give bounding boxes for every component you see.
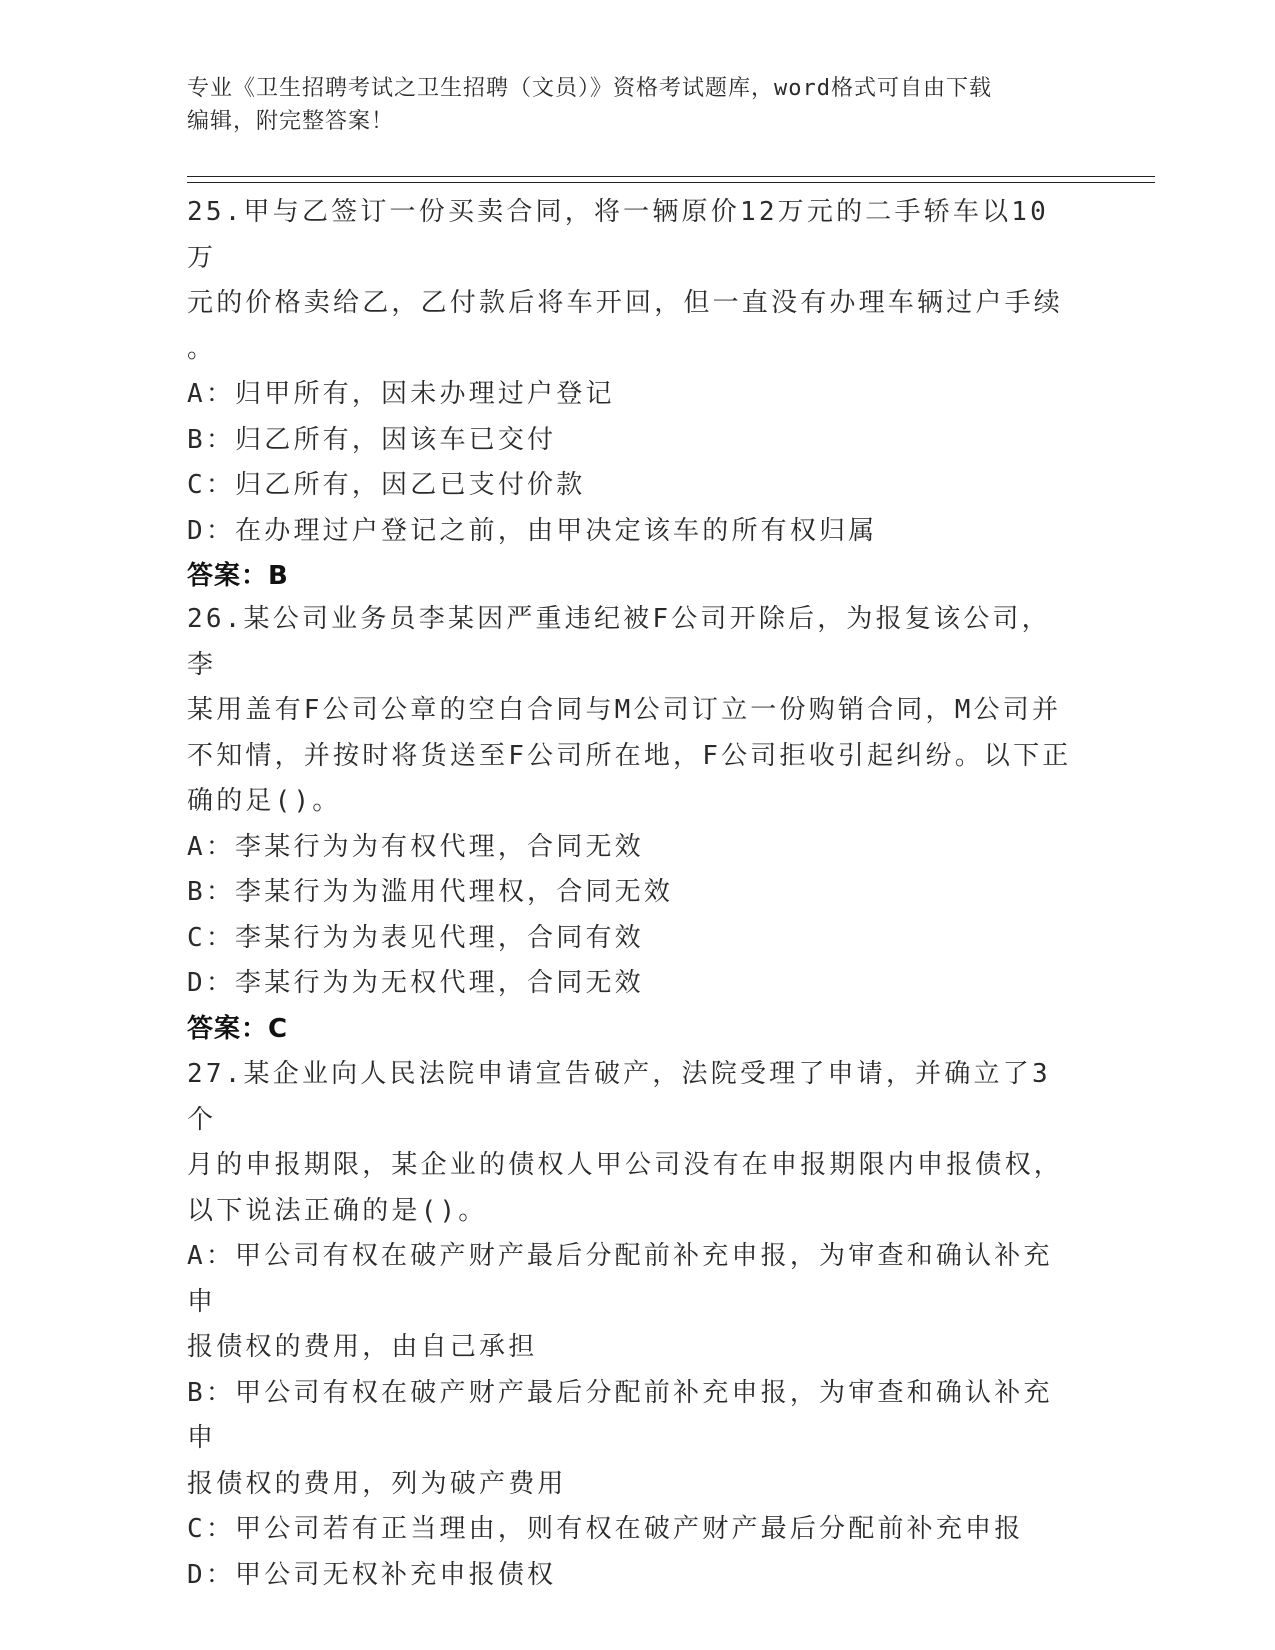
question-stem-line: 确的足()。 [187, 786, 342, 816]
option-d: D：在办理过户登记之前，由甲决定该车的所有权归属 [187, 515, 878, 546]
option-a: A：甲公司有权在破产财产最后分配前补充申报，为审查和确认补充申 [187, 1241, 1053, 1317]
option-a-continued: 报债权的费用，由自己承担 [187, 1332, 538, 1362]
question-25 [187, 190, 1077, 600]
answer-label: 答案：C [187, 1013, 289, 1044]
option-c: C：甲公司若有正当理由，则有权在破产财产最后分配前补充申报 [187, 1514, 1024, 1544]
header-line-1: 专业《卫生招聘考试之卫生招聘（文员）》资格考试题库，word格式可自由下载 [187, 76, 992, 101]
question-stem-line: 27.某企业向人民法院申请宣告破产，法院受理了申请，并确立了3个 [187, 1059, 1051, 1135]
question-stem-line: 不知情，并按时将货送至F公司所在地，F公司拒收引起纠纷。以下正 [187, 740, 1072, 771]
header-line-2: 编辑，附完整答案！ [187, 109, 395, 134]
question-27 [187, 1052, 1077, 1598]
question-26 [187, 597, 1077, 1052]
question-stem-line: 以下说法正确的是()。 [187, 1195, 488, 1226]
option-b: B：李某行为为滥用代理权，合同无效 [187, 877, 674, 907]
option-b-continued: 报债权的费用，列为破产费用 [187, 1468, 567, 1499]
option-c: C：李某行为为表见代理，合同有效 [187, 922, 644, 953]
question-stem-line: 26.某公司业务员李某因严重违纪被F公司开除后，为报复该公司，李 [187, 604, 1051, 680]
option-d: D：李某行为为无权代理，合同无效 [187, 968, 644, 998]
question-stem-line: 25.甲与乙签订一份买卖合同，将一辆原价12万元的二手轿车以10万 [187, 197, 1049, 273]
question-stem-line: 元的价格卖给乙，乙付款后将车开回，但一直没有办理车辆过户手续 [187, 288, 1064, 318]
option-a: A：李某行为为有权代理，合同无效 [187, 831, 644, 862]
option-b: B：甲公司有权在破产财产最后分配前补充申报，为审查和确认补充申 [187, 1377, 1053, 1453]
answer-label: 答案：B [187, 561, 289, 591]
document-header [187, 72, 1087, 138]
option-b: B：归乙所有，因该车已交付 [187, 424, 557, 455]
header-divider-bottom [187, 182, 1155, 183]
question-stem-line: 某用盖有F公司公章的空白合同与M公司订立一份购销合同，M公司并 [187, 695, 1062, 725]
question-stem-line: 月的申报期限，某企业的债权人甲公司没有在申报期限内申报债权， [187, 1150, 1064, 1180]
question-stem-line: 。 [187, 333, 217, 364]
header-divider-top [187, 176, 1155, 177]
option-a: A：归甲所有，因未办理过户登记 [187, 379, 615, 409]
option-d: D：甲公司无权补充申报债权 [187, 1559, 557, 1590]
option-c: C：归乙所有，因乙已支付价款 [187, 470, 586, 500]
